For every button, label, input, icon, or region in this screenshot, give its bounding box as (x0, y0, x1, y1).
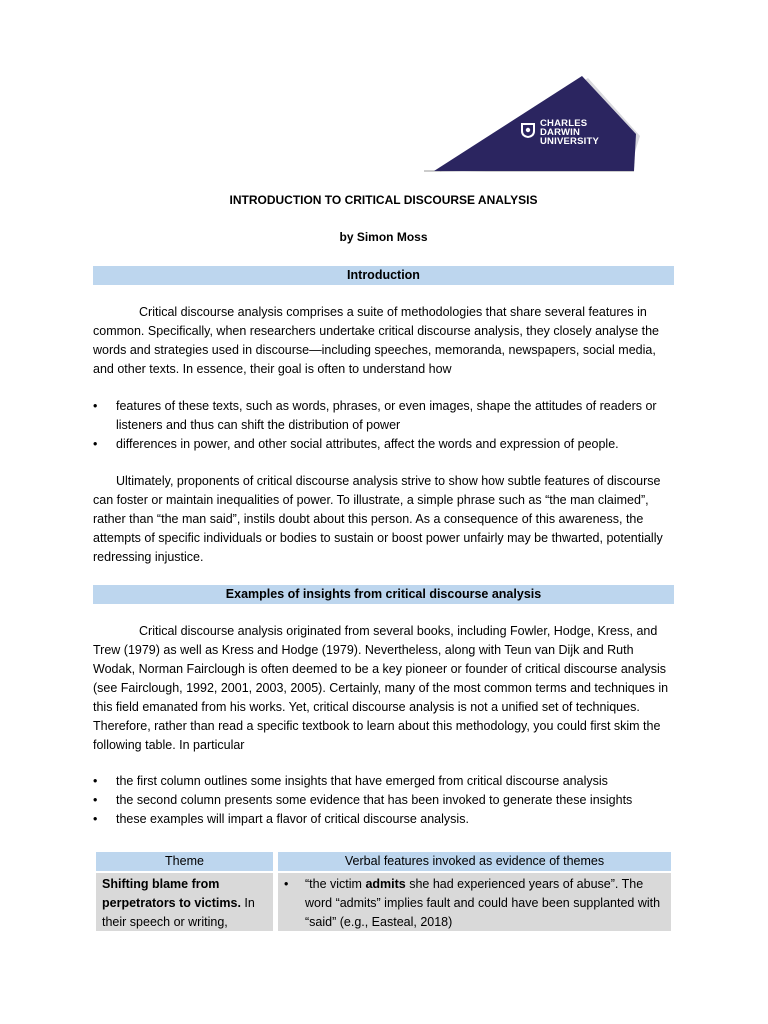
list-item: • the first column outlines some insights that have emerged from critical discourse analysis (93, 772, 679, 791)
logo-wordmark (540, 119, 599, 146)
section-heading-introduction: Introduction (93, 266, 674, 285)
theme-bold-text: Shifting blame from perpetrators to victims. (102, 877, 241, 910)
document-title: INTRODUCTION TO CRITICAL DISCOURSE ANALYSIS (229, 193, 538, 207)
list-item: • the second column presents some evidence that has been invoked to generate these insights (93, 791, 679, 810)
evidence-text-start: “the victim (305, 877, 366, 891)
intro-paragraph: Critical discourse analysis comprises a suite of methodologies that share several features in common. Specifically, when researchers undertake critical discourse analysis, they closely analyse the words and strategies used in discourse—including speeches, memoranda, newspapers, social media, and other texts. In essence, their goal is often to understand how (93, 305, 659, 376)
bullet-icon: • (284, 877, 289, 891)
table-header-theme: Theme (96, 852, 273, 871)
crest-icon (519, 121, 537, 139)
evidence-bold-word: admits (365, 877, 406, 891)
table-header-evidence: Verbal features invoked as evidence of themes (278, 852, 671, 871)
bullet-icon: • (93, 793, 98, 807)
bullet-icon: • (93, 399, 98, 413)
table-cell-evidence (278, 873, 671, 931)
list-item: • these examples will impart a flavor of critical discourse analysis. (93, 810, 679, 829)
bullet-icon: • (93, 774, 98, 788)
origins-paragraph: Critical discourse analysis originated from several books, including Fowler, Hodge, Kress, and Trew (1979) as well as Kress and Hodge (1979). Nevertheless, along with Teun van Dijk and Ruth Wodak, Norman Fairclough is often deemed to be a key pioneer or founder of critical discourse analysis (see Fairclough, 1992, 2001, 2003, 2005). Certainly, many of the most common terms and techniques in this field emanated from his works. Yet, critical discourse analysis is not a unified set of techniques. Therefore, rather than read a specific textbook to learn about this methodology, you could first skim the following table. In particular (93, 624, 669, 752)
list-item: • features of these texts, such as words, phrases, or even images, shape the attitudes of readers or listeners and thus can shift the distribution of power (93, 399, 657, 432)
bullet-icon: • (93, 812, 98, 826)
university-logo (424, 76, 640, 172)
theme-text: In their speech or writing, (102, 896, 255, 929)
ultimately-paragraph: Ultimately, proponents of critical discourse analysis strive to show how subtle features of discourse can foster or maintain inequalities of power. To illustrate, a simple phrase such as “the man claimed”, rather than “the man said”, instils doubt about this person. As a consequence of this awareness, the attempts of specific individuals or bodies to sustain or boost power unfairly may be thwarted, potentially redressing injustice. (93, 474, 663, 564)
list-item: • differences in power, and other social attributes, affect the words and expression of people. (93, 435, 679, 454)
evidence-text-rest: she had experienced years of abuse”. The word “admits” implies fault and could have been supplanted with “said” (e.g., Easteal, 2018) (305, 877, 661, 929)
table-intro-bullet-list (93, 772, 679, 829)
section-heading-examples: Examples of insights from critical discourse analysis (93, 585, 674, 604)
intro-bullet-list (93, 397, 679, 454)
logo-line-1: CHARLES (540, 118, 588, 129)
bullet-icon: • (93, 437, 98, 451)
logo-line-3: UNIVERSITY (540, 136, 600, 147)
table-cell-theme (96, 873, 273, 931)
logo-line-2: DARWIN (540, 127, 581, 138)
author-line: by Simon Moss (339, 230, 428, 244)
